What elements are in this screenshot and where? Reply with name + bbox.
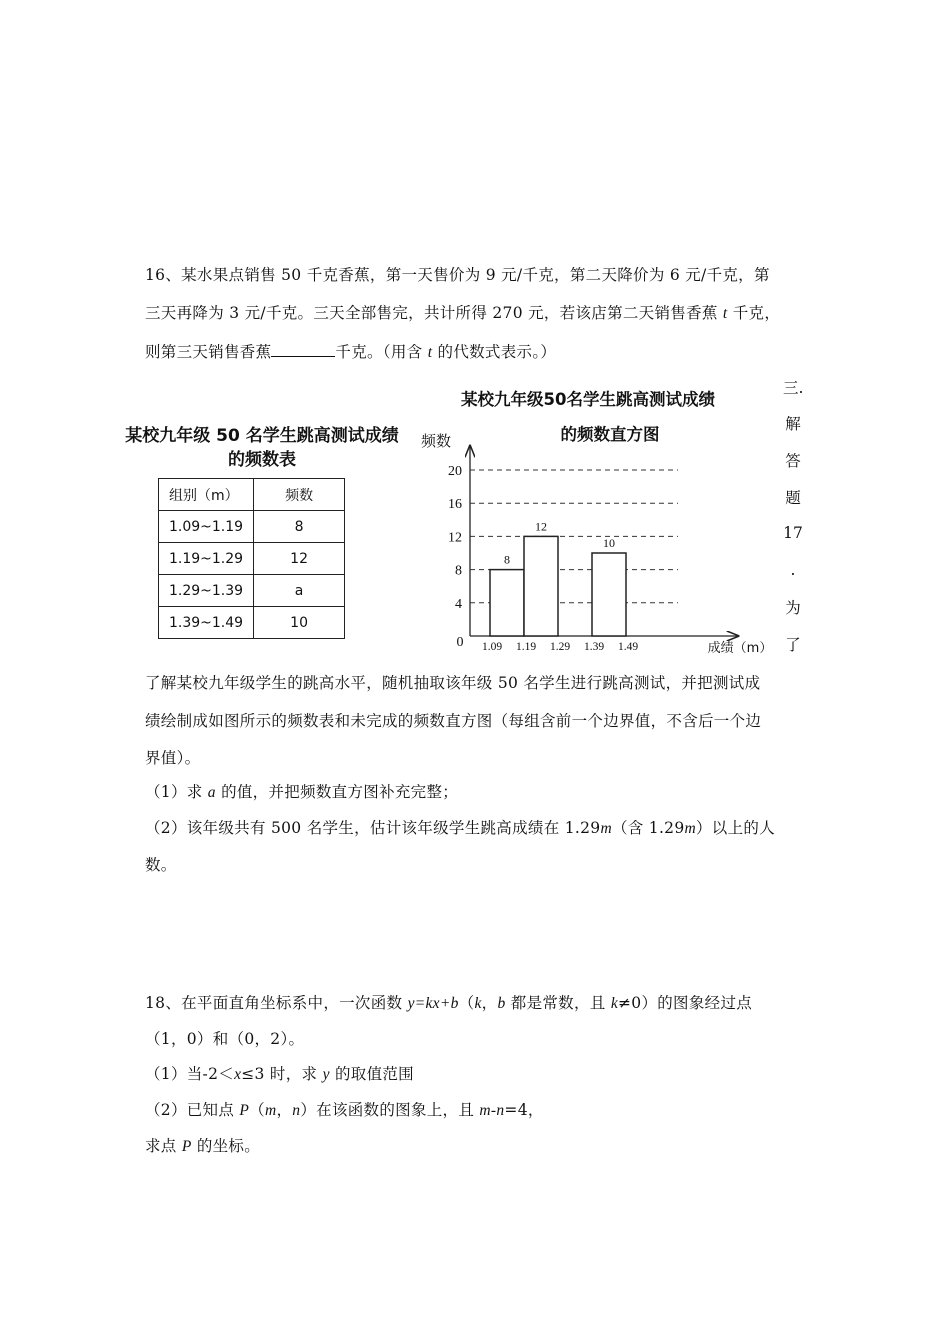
q18-line-3 (145, 1136, 260, 1157)
q17-text-3: 界值）。 (145, 749, 201, 767)
q18-text: （1，0）和（0，2）。 (145, 1030, 305, 1048)
q17-line-3 (145, 748, 200, 768)
var-m: m (264, 1102, 277, 1119)
x-axis-label: 成绩（m） (707, 641, 773, 656)
q18-line-2 (145, 1029, 304, 1049)
q18-text: 的坐标。 (191, 1137, 261, 1155)
bar-value-label: 8 (504, 552, 510, 567)
q17-p2-text-b: （含 1.29 (611, 819, 685, 837)
var-P: P (239, 1102, 250, 1119)
q16-text-2a: 三天再降为 3 元/千克。三天全部售完，共计所得 270 元，若该店第二天销售香蕉 (145, 304, 723, 322)
var-n: n (292, 1102, 301, 1119)
q17-part-2-cont (145, 855, 177, 875)
table-cell: 1.09~1.19 (159, 511, 254, 543)
section-heading-char: 为 (785, 599, 801, 617)
q17-part-1 (145, 782, 458, 803)
section-heading-char: 题 (785, 489, 801, 507)
var-P: P (181, 1138, 192, 1155)
q18-text: 18、在平面直角坐标系中，一次函数 (145, 994, 408, 1012)
var-k: k (474, 995, 482, 1012)
q17-p2-text-d: 数。 (145, 856, 177, 874)
table-cell: 1.19~1.29 (159, 543, 254, 575)
table-cell: 1.39~1.49 (159, 607, 254, 639)
table-cell: 1.29~1.39 (159, 575, 254, 607)
section-heading-char: 答 (785, 452, 801, 470)
equation: m-n (479, 1102, 505, 1119)
table-row (159, 607, 345, 639)
q18-text: 求点 (145, 1137, 182, 1155)
table-cell: a (254, 575, 345, 607)
table-row (159, 511, 345, 543)
table-cell: 8 (254, 511, 345, 543)
x-tick-label: 1.39 (583, 641, 605, 653)
histogram-bar (524, 536, 558, 636)
q18-text: ， (276, 1101, 293, 1119)
q16-line-1 (145, 265, 770, 285)
var-k: k (610, 995, 618, 1012)
q17-p1-text-a: （1）求 (145, 783, 208, 801)
frequency-table (158, 478, 345, 639)
var-a: a (207, 784, 216, 801)
q18-text: （ (249, 1101, 265, 1119)
q18-text: 的取值范围 (329, 1065, 414, 1083)
q18-part-1 (145, 1064, 414, 1085)
q18-text: ≤3 时，求 (241, 1065, 323, 1083)
q17-part-2 (145, 818, 775, 839)
y-tick-label: 8 (455, 563, 462, 579)
var-t: t (427, 344, 433, 361)
q18-text: （ (458, 994, 475, 1012)
x-tick-label: 1.29 (549, 641, 571, 653)
x-tick-label: 1.19 (515, 641, 537, 653)
table-row (159, 575, 345, 607)
q16-text-2b: 千克， (727, 304, 781, 322)
y-tick-label: 4 (455, 596, 462, 612)
section-heading-char: 17 (783, 524, 803, 542)
q17-p1-text-b: 的值，并把频数直方图补充完整； (215, 783, 459, 801)
var-t: t (722, 305, 728, 322)
table-title-line-2: 的频数表 (228, 450, 296, 470)
q16-text-3a: 则第三天销售香蕉 (145, 343, 272, 361)
unit-m: m (684, 820, 696, 837)
q18-line-1 (145, 993, 752, 1014)
x-tick-label: 1.49 (617, 641, 639, 653)
histogram-bar (490, 570, 524, 636)
q18-text: ≠0）的图象经过点 (618, 994, 753, 1012)
section-heading-char: 三. (783, 379, 804, 397)
unit-m: m (600, 820, 612, 837)
q18-text: （1）当-2＜ (145, 1065, 235, 1083)
q18-text: （2）已知点 (145, 1101, 240, 1119)
q18-part-2 (145, 1100, 544, 1121)
y-tick-label: 12 (448, 530, 462, 546)
section-heading-char: 了 (785, 636, 801, 654)
frequency-histogram (410, 380, 780, 660)
chart-title: 某校九年级50名学生跳高测试成绩 (461, 390, 715, 409)
bar-value-label: 12 (535, 519, 547, 534)
equation: y=kx+b (407, 995, 459, 1012)
section-heading-char: . (790, 561, 796, 579)
q18-text: ， (481, 994, 498, 1012)
q18-text: ）在该函数的图象上，且 (300, 1101, 480, 1119)
section-heading-char: 解 (785, 415, 801, 433)
answer-blank (271, 341, 335, 357)
q18-text: =4， (504, 1101, 544, 1119)
var-x: x (234, 1066, 242, 1083)
chart-subtitle: 的频数直方图 (560, 425, 660, 444)
bar-value-label: 10 (603, 536, 615, 550)
q17-p2-text-a: （2）该年级共有 500 名学生，估计该年级学生跳高成绩在 1.29 (145, 819, 601, 837)
q16-line-3 (145, 341, 556, 363)
table-header-cell: 频数 (254, 479, 345, 511)
q16-line-2 (145, 303, 780, 324)
table-header-row (159, 479, 345, 511)
q17-text-2: 绩绘制成如图所示的频数表和未完成的频数直方图（每组含前一个边界值，不含后一个边 (145, 712, 762, 730)
table-cell: 12 (254, 543, 345, 575)
histogram-bar (592, 553, 626, 636)
q17-p2-text-c: ）以上的人 (696, 819, 776, 837)
q17-text-1: 了解某校九年级学生的跳高水平，随机抽取该年级 50 名学生进行跳高测试，并把测试成 (145, 674, 761, 692)
q17-line-1 (145, 673, 760, 693)
table-header-cell: 组别（m） (159, 479, 254, 511)
y-tick-label: 16 (448, 497, 462, 513)
x-tick-label: 1.09 (481, 641, 503, 653)
table-title-line-1: 某校九年级 50 名学生跳高测试成绩 (125, 426, 399, 446)
y-tick-label: 20 (448, 464, 462, 479)
q17-line-2 (145, 711, 761, 731)
y-axis-label: 频数 (420, 432, 452, 450)
var-y: y (322, 1066, 330, 1083)
var-b: b (497, 995, 506, 1012)
q16-text-1: 16、某水果点销售 50 千克香蕉，第一天售价为 9 元/千克，第二天降价为 6 元/千克，第 (145, 266, 770, 284)
q16-text-3b: 千克。（用含 (335, 343, 428, 361)
q18-text: 都是常数，且 (505, 994, 611, 1012)
q16-text-3c: 的代数式表示。） (432, 343, 557, 361)
table-cell: 10 (254, 607, 345, 639)
origin-label: 0 (456, 635, 464, 650)
table-row (159, 543, 345, 575)
